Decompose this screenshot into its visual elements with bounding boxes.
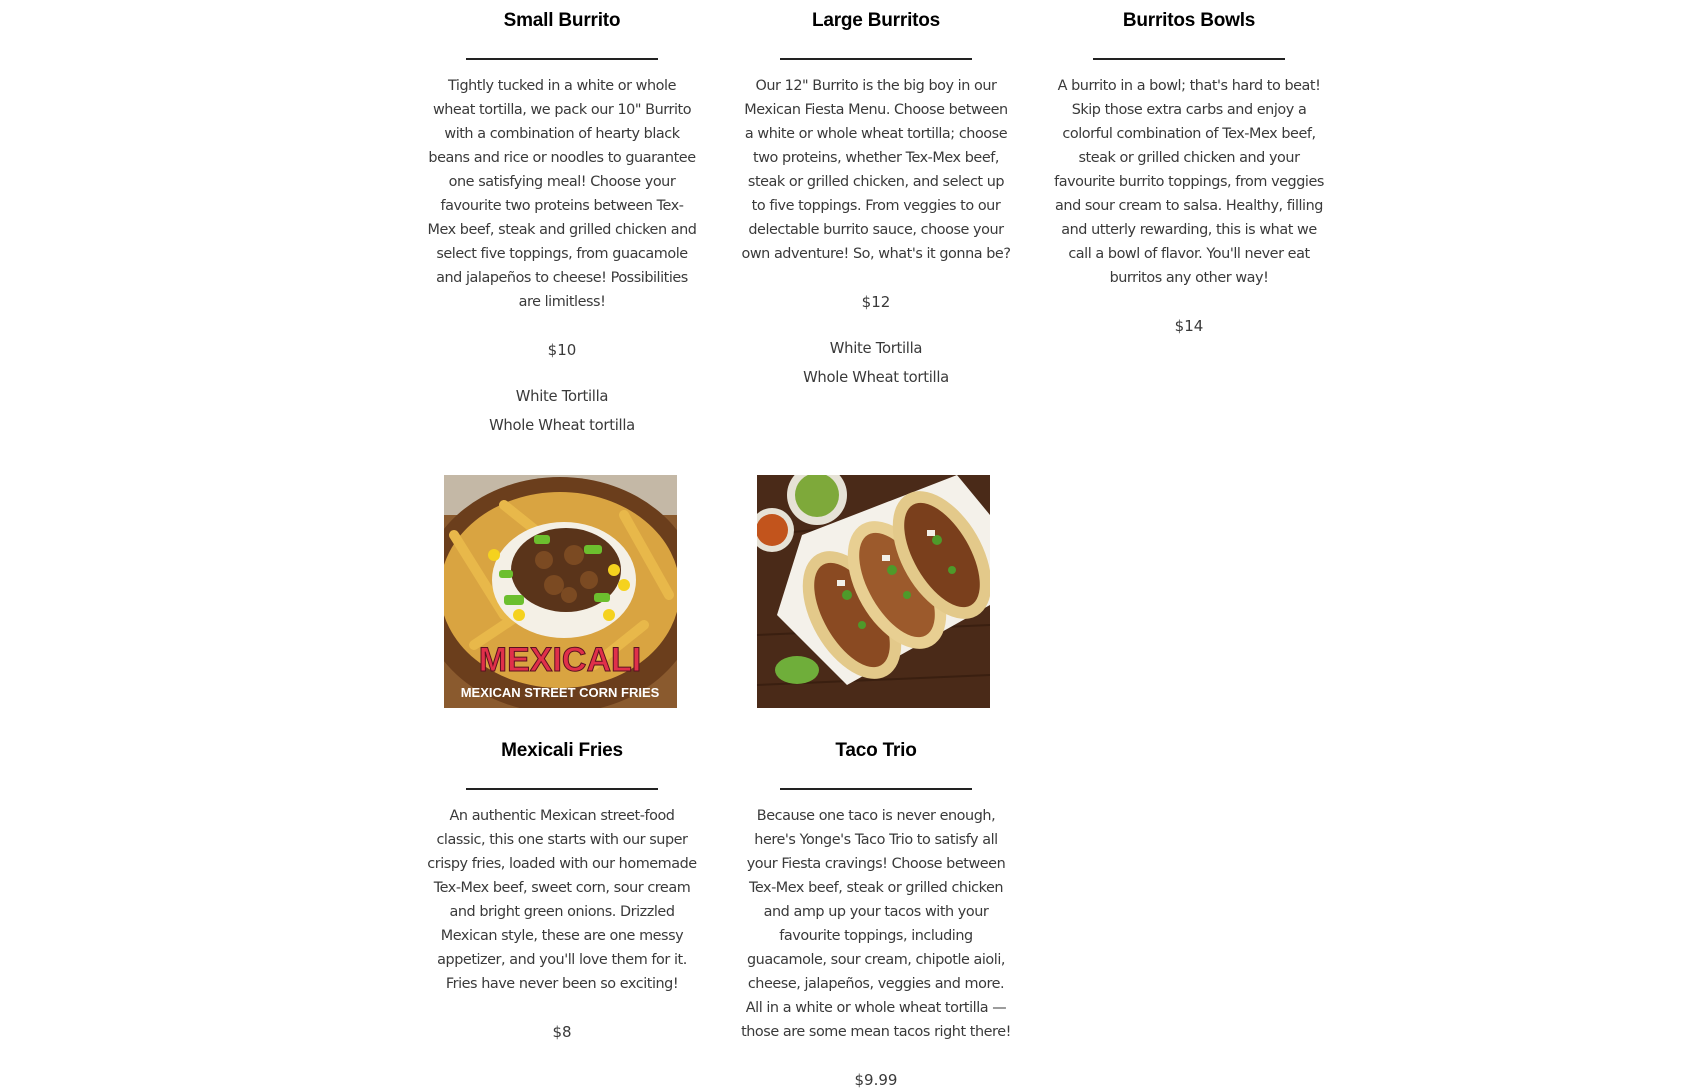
item-description: Because one taco is never enough, here's Yonge's Taco Trio to satisfy all your Fiesta cravings! Choose between Tex-Mex beef, steak or grilled chicken and amp up your tacos with your favourite toppings, including guacamole, sour cream, chipotle aioli, cheese, jalapeños, veggies and more. All in a white or whole wheat tortilla — those are some mean tacos right there! (741, 808, 1011, 1040)
menu-item-burritos-bowls (1054, 8, 1324, 338)
option-white-tortilla[interactable]: White Tortilla (829, 340, 923, 357)
item-description: An authentic Mexican street-food classic, this one starts with our super crispy fries, loaded with our homemade Tex-Mex beef, sweet corn, sour cream and bright green onions. Drizzled Mexican style, these are one messy appetizer, and you'll love them for it. Fries have never been so exciting! (427, 808, 697, 992)
item-price: $9.99 (854, 1071, 898, 1089)
item-title: Burritos Bowls (1122, 10, 1256, 31)
title-divider (1093, 58, 1285, 60)
option-whole-wheat-tortilla[interactable]: Whole Wheat tortilla (489, 417, 635, 434)
title-divider (466, 58, 658, 60)
title-divider (466, 788, 658, 790)
item-price: $10 (547, 341, 577, 359)
mexicali-fries-photo (444, 475, 677, 708)
title-divider (780, 58, 972, 60)
item-price: $8 (552, 1023, 572, 1041)
item-title: Large Burritos (811, 10, 941, 31)
menu-item-mexicali-fries (427, 738, 697, 1044)
menu-item-large-burritos (741, 8, 1011, 392)
item-title: Taco Trio (835, 740, 917, 761)
taco-trio-photo (757, 475, 990, 708)
image-caption: MEXICALI (478, 641, 642, 679)
item-description: Tightly tucked in a white or whole wheat tortilla, we pack our 10" Burrito with a combination of hearty black beans and rice or noodles to guarantee one satisfying meal! Choose your favourite two proteins between Tex-Mex beef, steak and grilled chicken and select five toppings, from guacamole and jalapeños to cheese! Possibilities are limitless! (427, 78, 697, 310)
image-subcaption: MEXICAN STREET CORN FRIES (460, 685, 660, 700)
menu-item-small-burrito (427, 8, 697, 440)
item-description: Our 12" Burrito is the big boy in our Mexican Fiesta Menu. Choose between a white or whole wheat tortilla; choose two proteins, whether Tex-Mex beef, steak or grilled chicken, and select up to five toppings. From veggies to our delectable burrito sauce, choose your own adventure! So, what's it gonna be? (741, 78, 1011, 262)
option-white-tortilla[interactable]: White Tortilla (515, 388, 609, 405)
item-title: Small Burrito (503, 10, 621, 31)
item-price: $12 (861, 293, 891, 311)
tortilla-options (427, 382, 697, 440)
title-divider (780, 788, 972, 790)
item-description: A burrito in a bowl; that's hard to beat! Skip those extra carbs and enjoy a colorful combination of Tex-Mex beef, steak or grilled chicken and your favourite burrito toppings, from veggies and sour cream to salsa. Healthy, filling and utterly rewarding, this is what we call a bowl of flavor. You'll never eat burritos any other way! (1054, 78, 1324, 286)
tortilla-options (741, 334, 1011, 392)
item-price: $14 (1174, 317, 1204, 335)
item-title: Mexicali Fries (501, 740, 623, 761)
menu-item-taco-trio (741, 738, 1011, 1092)
option-whole-wheat-tortilla[interactable]: Whole Wheat tortilla (803, 369, 949, 386)
